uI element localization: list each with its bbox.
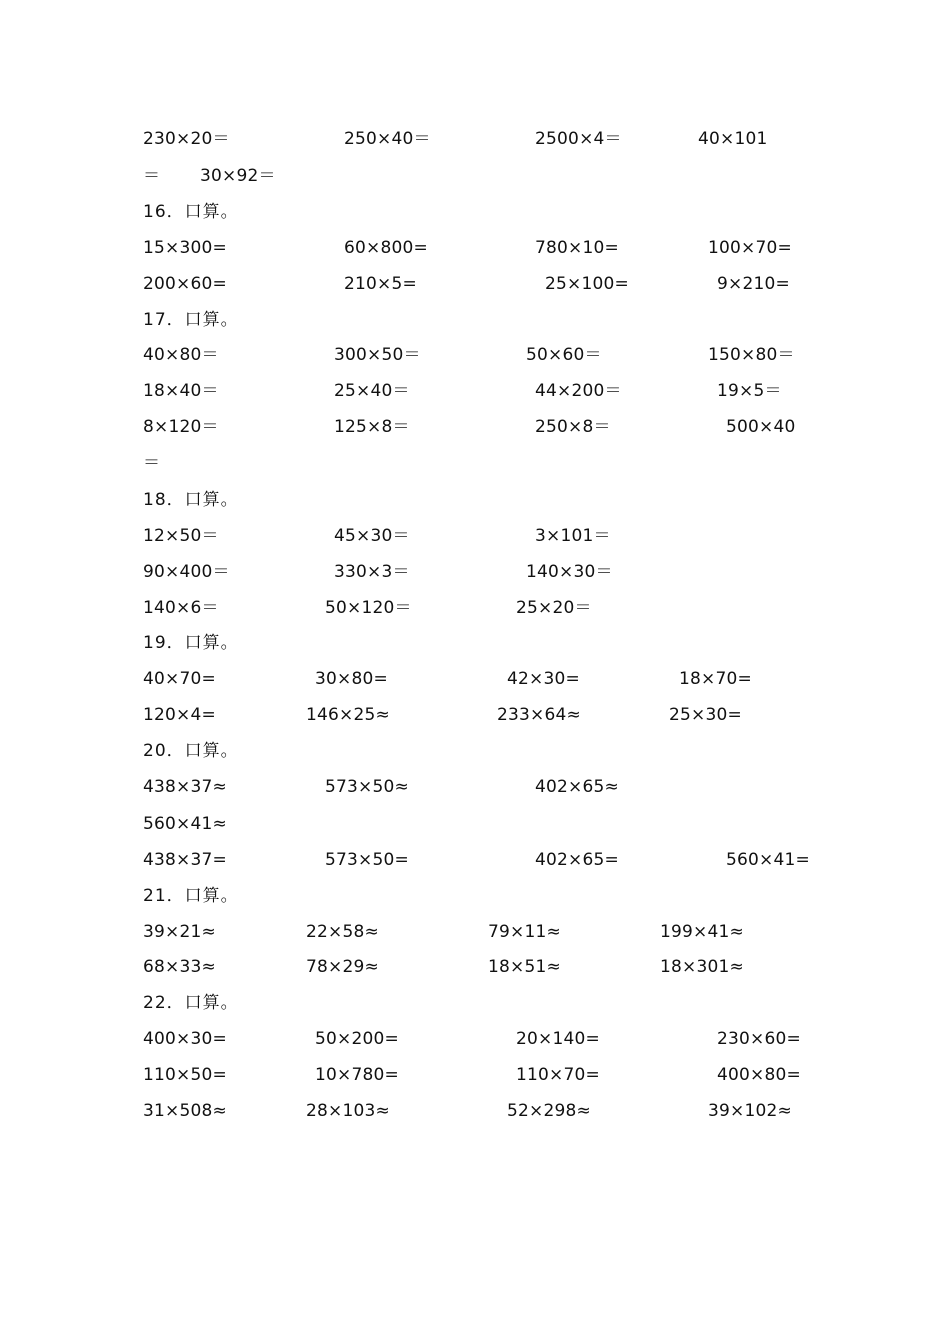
problem-item: 300×50＝: [334, 345, 421, 365]
problem-item: 30×92＝: [200, 166, 276, 186]
problem-item: 44×200＝: [535, 381, 622, 401]
problem-item: 200×60=: [143, 274, 227, 294]
problem-item: 18×301≈: [660, 957, 744, 977]
problem-item: 30×80=: [315, 669, 388, 689]
problem-item: 50×60＝: [526, 345, 602, 365]
problem-item: 68×33≈: [143, 957, 216, 977]
problem-item: 18×40＝: [143, 381, 219, 401]
problem-item: 8×120＝: [143, 417, 219, 437]
problem-item: 50×120＝: [325, 598, 412, 618]
problem-item: 402×65=: [535, 850, 619, 870]
problem-item: 18×70=: [679, 669, 752, 689]
section-heading: 21．口算。: [143, 886, 239, 906]
section-heading: 16．口算。: [143, 202, 239, 222]
problem-item: 560×41=: [726, 850, 810, 870]
problem-item: 10×780=: [315, 1065, 399, 1085]
problem-item: 45×30＝: [334, 526, 410, 546]
section-heading: 20．口算。: [143, 741, 239, 761]
problem-item: 22×58≈: [306, 922, 379, 942]
section-heading: 22．口算。: [143, 993, 239, 1013]
problem-item: 9×210=: [717, 274, 790, 294]
problem-item: 50×200=: [315, 1029, 399, 1049]
problem-item: 12×50＝: [143, 526, 219, 546]
problem-item: 438×37≈: [143, 777, 227, 797]
problem-item: 25×40＝: [334, 381, 410, 401]
problem-item: 146×25≈: [306, 705, 390, 725]
problem-item: 233×64≈: [497, 705, 581, 725]
problem-item: 40×80＝: [143, 345, 219, 365]
section-heading: 19．口算。: [143, 633, 239, 653]
section-heading: 18．口算。: [143, 490, 239, 510]
problem-item: 500×40: [726, 417, 796, 437]
problem-item: 3×101＝: [535, 526, 611, 546]
section-heading: 17．口算。: [143, 310, 239, 330]
problem-item: 39×21≈: [143, 922, 216, 942]
problem-item: 78×29≈: [306, 957, 379, 977]
problem-item: 140×30＝: [526, 562, 613, 582]
problem-item: 400×30=: [143, 1029, 227, 1049]
problem-item: 110×70=: [516, 1065, 600, 1085]
problem-item-wrap: ＝: [143, 166, 161, 186]
problem-item: 573×50=: [325, 850, 409, 870]
problem-item: 780×10=: [535, 238, 619, 258]
problem-item: 79×11≈: [488, 922, 561, 942]
problem-item: 25×30=: [669, 705, 742, 725]
problem-item: 19×5＝: [717, 381, 782, 401]
problem-item: 199×41≈: [660, 922, 744, 942]
problem-item: 25×20＝: [516, 598, 592, 618]
problem-item: 250×40＝: [344, 129, 431, 149]
problem-item: 110×50=: [143, 1065, 227, 1085]
problem-item-wrap: ＝: [143, 453, 161, 473]
problem-item: 250×8＝: [535, 417, 611, 437]
problem-item: 230×60=: [717, 1029, 801, 1049]
problem-item: 230×20＝: [143, 129, 230, 149]
problem-item: 125×8＝: [334, 417, 410, 437]
problem-item: 15×300=: [143, 238, 227, 258]
problem-item: 150×80＝: [708, 345, 795, 365]
problem-item: 20×140=: [516, 1029, 600, 1049]
problem-item: 40×70=: [143, 669, 216, 689]
problem-item: 42×30=: [507, 669, 580, 689]
problem-item: 52×298≈: [507, 1101, 591, 1121]
problem-item: 402×65≈: [535, 777, 619, 797]
problem-item: 120×4=: [143, 705, 216, 725]
problem-item: 100×70=: [708, 238, 792, 258]
problem-item: 90×400＝: [143, 562, 230, 582]
problem-item: 210×5=: [344, 274, 417, 294]
problem-item: 28×103≈: [306, 1101, 390, 1121]
problem-item: 25×100=: [545, 274, 629, 294]
problem-item: 18×51≈: [488, 957, 561, 977]
problem-item: 330×3＝: [334, 562, 410, 582]
problem-item: 560×41≈: [143, 814, 227, 834]
problem-item: 39×102≈: [708, 1101, 792, 1121]
problem-item: 573×50≈: [325, 777, 409, 797]
problem-item: 400×80=: [717, 1065, 801, 1085]
problem-item: 438×37=: [143, 850, 227, 870]
problem-item: 60×800=: [344, 238, 428, 258]
problem-item: 31×508≈: [143, 1101, 227, 1121]
problem-item: 140×6＝: [143, 598, 219, 618]
problem-item: 2500×4＝: [535, 129, 622, 149]
problem-item: 40×101: [698, 129, 768, 149]
